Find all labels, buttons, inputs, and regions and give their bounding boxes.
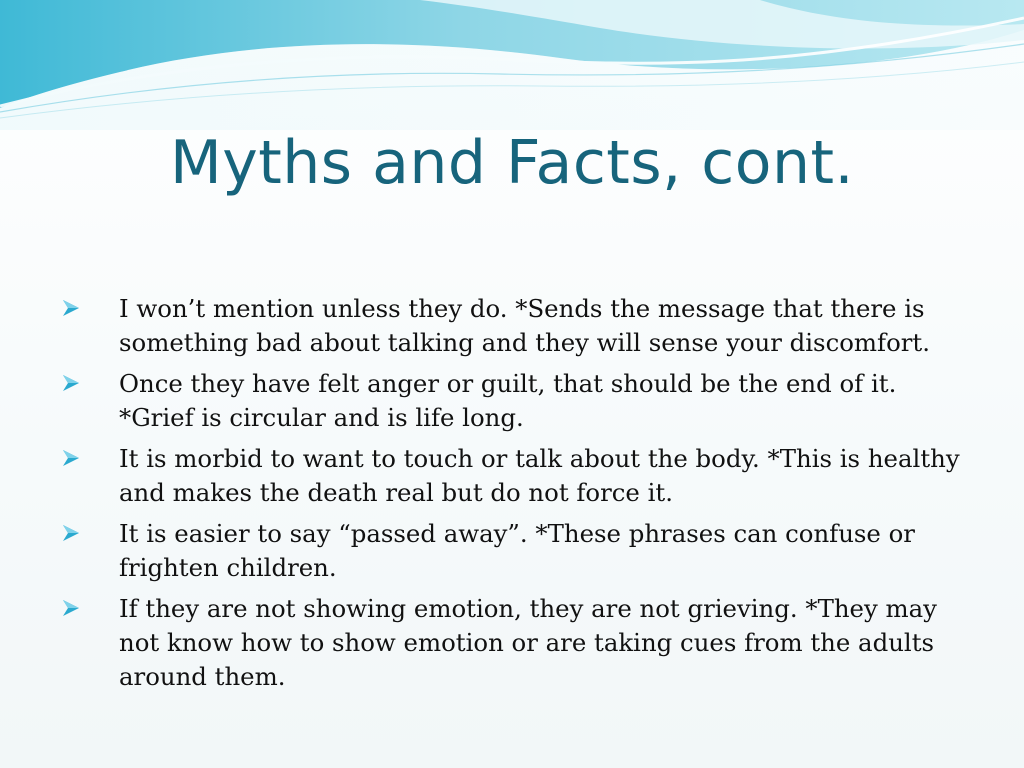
- list-item: [62, 592, 967, 694]
- wave-decoration: [0, 0, 1024, 130]
- arrow-bullet-icon: [62, 374, 80, 392]
- list-item: [62, 442, 967, 510]
- list-item: [62, 367, 967, 435]
- arrow-bullet-icon: [62, 524, 80, 542]
- bullet-text: If they are not showing emotion, they are not grieving. *They may not know how to show emotion or are taking cues from the adults around them.: [119, 594, 937, 691]
- list-item: [62, 292, 967, 360]
- bullet-text: It is easier to say “passed away”. *These phrases can confuse or frighten children.: [119, 519, 915, 582]
- bullet-text: I won’t mention unless they do. *Sends the message that there is something bad about talking and they will sense your discomfort.: [119, 294, 930, 357]
- slide-title: Myths and Facts, cont.: [169, 128, 855, 198]
- list-item: [62, 517, 967, 585]
- arrow-bullet-icon: [62, 599, 80, 617]
- arrow-bullet-icon: [62, 449, 80, 467]
- arrow-bullet-icon: [62, 299, 80, 317]
- bullet-text: Once they have felt anger or guilt, that should be the end of it. *Grief is circular and is life long.: [119, 369, 897, 432]
- bullet-text: It is morbid to want to touch or talk about the body. *This is healthy and makes the death real but do not force it.: [119, 444, 960, 507]
- bullet-list: [62, 292, 967, 701]
